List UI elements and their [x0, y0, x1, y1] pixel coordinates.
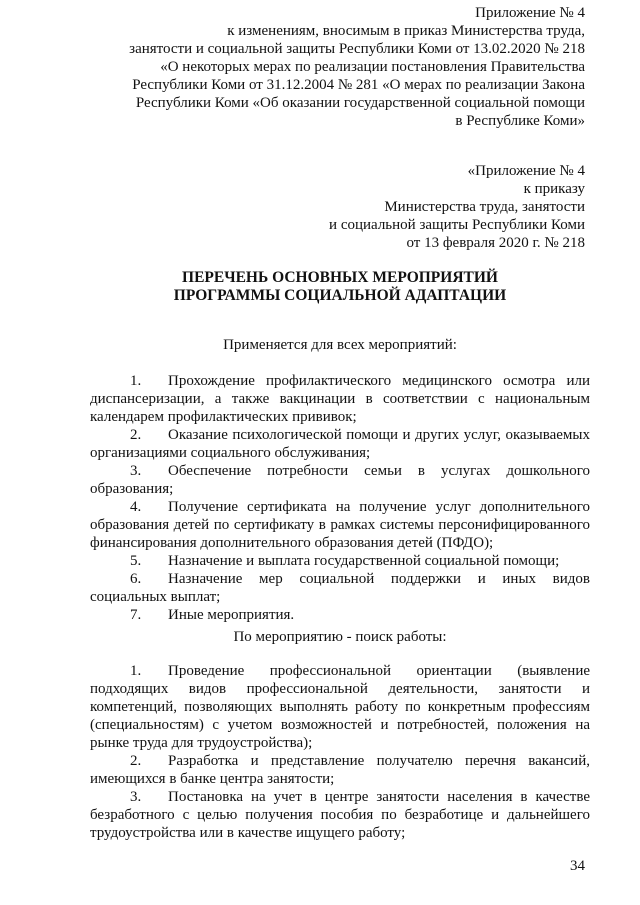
item-text: Назначение и выплата государственной социальной помощи;	[168, 553, 560, 569]
list-item	[90, 570, 590, 606]
item-number: 2.	[130, 427, 142, 443]
item-number: 5.	[130, 553, 142, 569]
order-line: от 13 февраля 2020 г. № 218	[406, 235, 585, 251]
list-item	[90, 372, 590, 426]
annex-header	[65, 4, 585, 130]
item-text: Обеспечение потребности семьи в услугах дошкольного образования;	[90, 463, 590, 497]
title-line: ПРОГРАММЫ СОЦИАЛЬНОЙ АДАПТАЦИИ	[173, 287, 507, 304]
section-all-list	[90, 372, 590, 624]
list-item	[90, 426, 590, 462]
section-all-heading: Применяется для всех мероприятий:	[223, 337, 457, 353]
item-number: 1.	[130, 373, 142, 389]
item-text: Иные мероприятия.	[168, 607, 295, 623]
item-number: 7.	[130, 607, 142, 623]
item-number: 1.	[130, 663, 142, 679]
list-item	[90, 462, 590, 498]
order-line: и социальной защиты Республики Коми	[329, 217, 585, 233]
list-item	[90, 662, 590, 752]
item-number: 3.	[130, 463, 142, 479]
item-text: Проведение профессиональной ориентации (выявление подходящих видов профессиональной деятельности, занятости и компетенций, позволяющих выполнять работу по конкретным профессиям (специальностям) с учетом возможностей и потребностей, положения на рынке труда для трудоустройства);	[90, 663, 590, 751]
list-item	[90, 788, 590, 842]
annex-line: к изменениям, вносимым в приказ Министерства труда,	[227, 23, 585, 39]
item-number: 4.	[130, 499, 142, 515]
page-number: 34	[570, 858, 585, 874]
annex-line: Приложение № 4	[475, 5, 585, 21]
annex-line: Республики Коми от 31.12.2004 № 281 «О мерах по реализации Закона	[132, 77, 585, 93]
list-item	[90, 752, 590, 788]
annex-line: в Республике Коми»	[455, 113, 585, 129]
list-item	[90, 498, 590, 552]
item-text: Прохождение профилактического медицинского осмотра или диспансеризации, а также вакцинации в соответствии с национальным календарем профилактических прививок;	[90, 373, 590, 425]
item-text: Назначение мер социальной поддержки и иных видов социальных выплат;	[90, 571, 590, 605]
item-text: Разработка и представление получателю перечня вакансий, имеющихся в банке центра занятости;	[90, 753, 590, 787]
list-item	[90, 606, 590, 624]
title-line: ПЕРЕЧЕНЬ ОСНОВНЫХ МЕРОПРИЯТИЙ	[182, 269, 498, 286]
order-line: к приказу	[523, 181, 585, 197]
item-number: 3.	[130, 789, 142, 805]
list-item	[90, 552, 590, 570]
annex-line: Республики Коми «Об оказании государственной социальной помощи	[135, 95, 585, 111]
order-line: Министерства труда, занятости	[384, 199, 585, 215]
item-number: 6.	[130, 571, 142, 587]
annex-line: «О некоторых мерах по реализации постановления Правительства	[160, 59, 585, 75]
order-line: «Приложение № 4	[467, 163, 585, 179]
document-title	[60, 269, 620, 305]
item-text: Оказание психологической помощи и других услуг, оказываемых организациями социального обслуживания;	[90, 427, 590, 461]
order-header	[185, 162, 585, 252]
item-text: Постановка на учет в центре занятости населения в качестве безработного с целью получения пособия по безработице и дальнейшего трудоустройства или в качестве ищущего работу;	[90, 789, 590, 841]
annex-line: занятости и социальной защиты Республики Коми от 13.02.2020 № 218	[129, 41, 585, 57]
section-jobsearch-heading: По мероприятию - поиск работы:	[233, 629, 447, 645]
item-number: 2.	[130, 753, 142, 769]
section-jobsearch-list	[90, 662, 590, 842]
item-text: Получение сертификата на получение услуг дополнительного образования детей по сертификату в рамках системы персонифицированного финансирования дополнительного образования детей (ПФДО);	[90, 499, 590, 551]
